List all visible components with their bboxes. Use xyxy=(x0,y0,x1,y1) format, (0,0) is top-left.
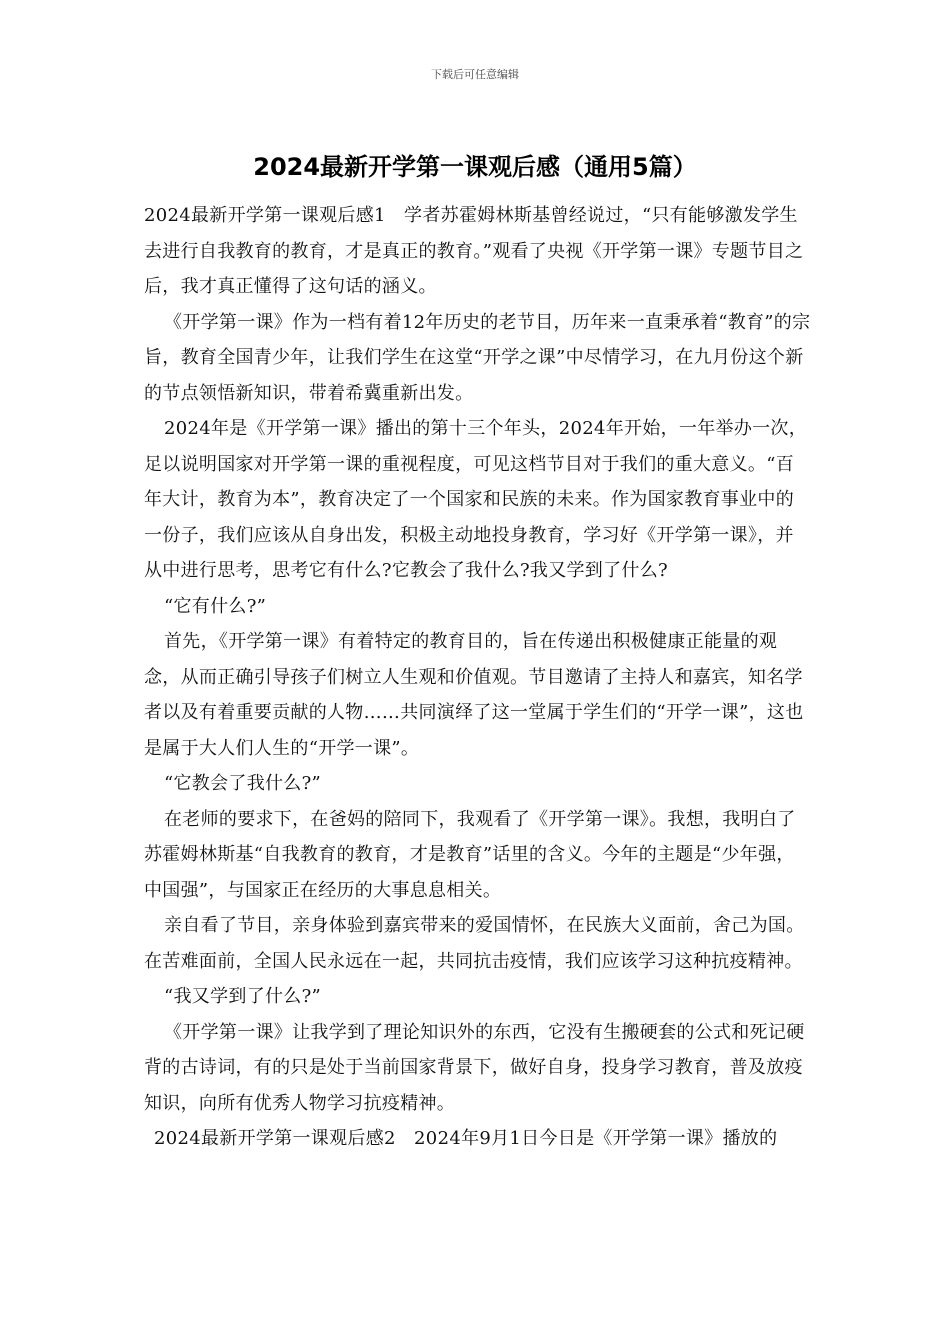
paragraph-3: 2024年是《开学第一课》播出的第十三个年头，2024年开始，一年举办一次，足以说明国家对开学第一课的重视程度，可见这档节目对于我们的重大意义。“百年大计，教育为本”，教育决定了一个国家和民族的未来。作为国家教育事业中的一份子，我们应该从自身出发，积极主动地投身教育，学习好《开学第一课》，并从中进行思考，思考它有什么?它教会了我什么?我又学到了什么? xyxy=(144,418,808,581)
paragraph-1: 2024最新开学第一课观后感1 学者苏霍姆林斯基曾经说过，“只有能够激发学生去进行自我教育的教育，才是真正的教育。”观看了央视《开学第一课》专题节目之后，我才真正懂得了这句话的涵义。 xyxy=(144,205,804,297)
paragraph-7: 《开学第一课》让我学到了理论知识外的东西，它没有生搬硬套的公式和死记硬背的古诗词，有的只是处于当前国家背景下，做好自身，投身学习教育，普及放疫知识，向所有优秀人物学习抗疫精神。 xyxy=(144,1021,805,1114)
document-body xyxy=(144,198,812,1157)
question-heading-3: “我又学到了什么?” xyxy=(164,986,322,1007)
paragraph-2: 《开学第一课》作为一档有着12年历史的老节目，历年来一直秉承着“教育”的宗旨，教育全国青少年，让我们学生在这堂“开学之课”中尽情学习，在九月份这个新的节点领悟新知识，带着希冀重新出发。 xyxy=(144,311,811,404)
question-heading-1: “它有什么?” xyxy=(164,595,267,617)
paragraph-4: 首先，《开学第一课》有着特定的教育目的，旨在传递出积极健康正能量的观念，从而正确引导孩子们树立人生观和价值观。节目邀请了主持人和嘉宾，知名学者以及有着重要贡献的人物……共同演绎了这一堂属于学生们的“开学一课”，这也是属于大人们人生的“开学一课”。 xyxy=(144,631,804,759)
question-heading-2: “它教会了我什么?” xyxy=(164,773,322,794)
paragraph-5: 在老师的要求下，在爸妈的陪同下，我观看了《开学第一课》。我想，我明白了苏霍姆林斯基“自我教育的教育，才是教育”话里的含义。今年的主题是“少年强，中国强”，与国家正在经历的大事息息相关。 xyxy=(144,808,796,901)
paragraph-6: 亲自看了节目，亲身体验到嘉宾带来的爱国情怀，在民族大义面前，舍己为国。在苦难面前，全国人民永远在一起，共同抗击疫情，我们应该学习这种抗疫精神。 xyxy=(144,915,805,972)
document-title: 2024最新开学第一课观后感（通用5篇） xyxy=(253,153,697,181)
header-note: 下载后可任意编辑 xyxy=(431,68,519,81)
paragraph-8: 2024最新开学第一课观后感2 2024年9月1日今日是《开学第一课》播放的 xyxy=(154,1128,778,1149)
